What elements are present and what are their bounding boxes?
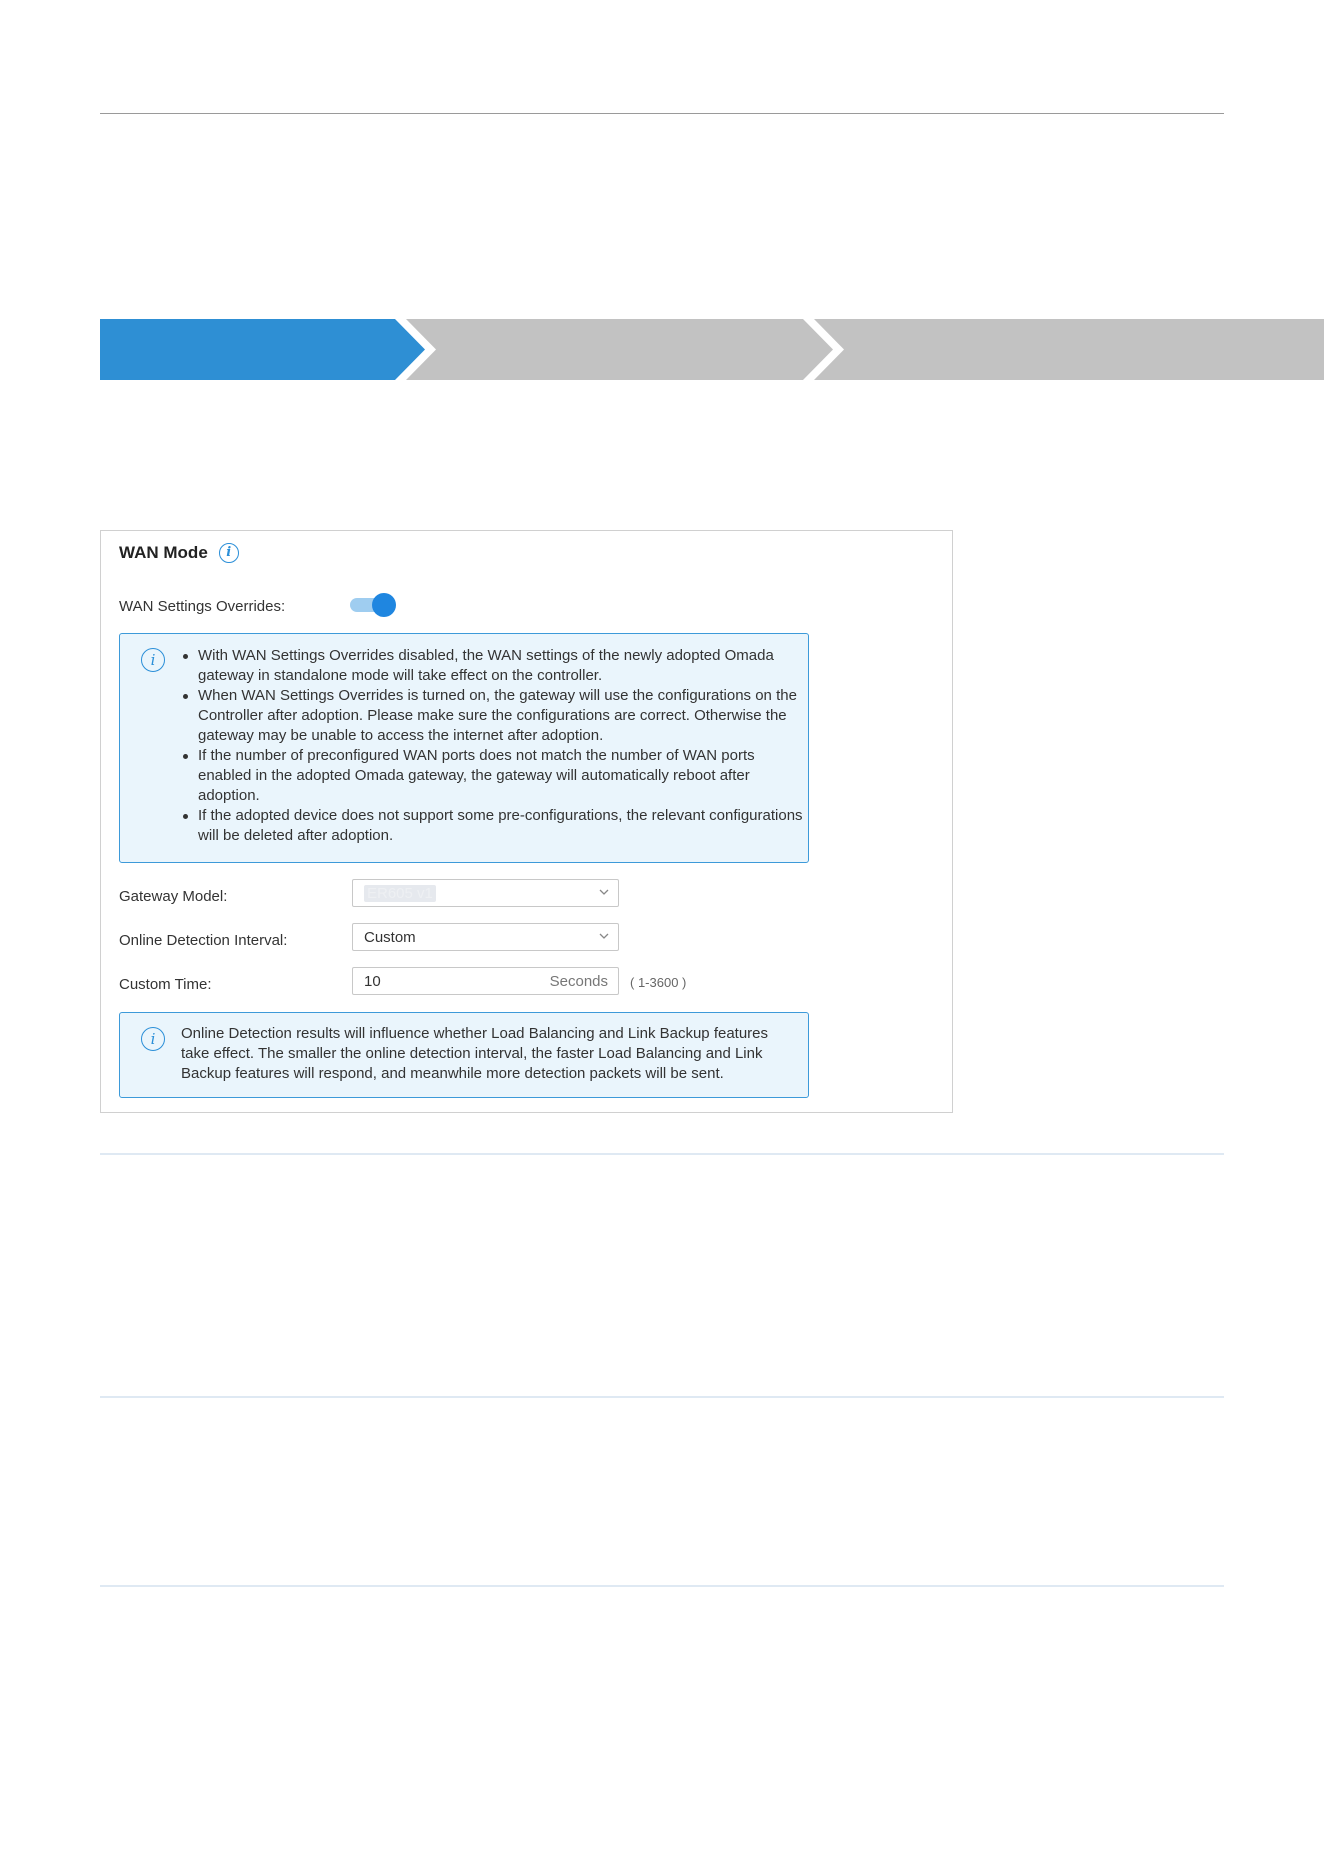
wan-mode-title: WAN Mode xyxy=(119,543,208,562)
detection-notice-text: Online Detection results will influence whether Load Balancing and Link Backup features take effect. The smaller the online detection interval, the faster Load Balancing and Link Backup features will respond, and meanwhile more detection packets will be sent. xyxy=(181,1025,769,1082)
custom-time-value: 10 xyxy=(364,973,381,990)
chevron-down-icon xyxy=(598,886,610,898)
panel-title xyxy=(119,543,239,563)
wan-overrides-toggle[interactable] xyxy=(350,593,396,617)
step-3-inactive xyxy=(814,319,1324,380)
step-1-active xyxy=(100,319,425,380)
custom-time-range: ( 1-3600 ) xyxy=(630,975,687,990)
step-progress-bar xyxy=(100,319,1324,380)
online-detection-value: Custom xyxy=(364,929,416,946)
notice-item: If the number of preconfigured WAN ports does not match the number of WAN ports enabled in the adopted Omada gateway, the gateway will automatically reboot after adoption. xyxy=(198,746,808,806)
wan-overrides-notice xyxy=(119,633,809,863)
custom-time-label: Custom Time: xyxy=(119,976,212,993)
gateway-model-select[interactable] xyxy=(352,879,619,907)
info-icon: i xyxy=(141,1027,165,1051)
section-divider xyxy=(100,1396,1224,1398)
online-detection-label: Online Detection Interval: xyxy=(119,932,288,949)
info-icon: i xyxy=(141,648,165,672)
wan-overrides-label: WAN Settings Overrides: xyxy=(119,598,286,615)
custom-time-unit: Seconds xyxy=(549,973,608,990)
step-2-inactive xyxy=(406,319,833,380)
notice-item: If the adopted device does not support some pre-configurations, the relevant configurations will be deleted after adoption. xyxy=(198,806,808,846)
gateway-model-label: Gateway Model: xyxy=(119,888,228,905)
notice-item: With WAN Settings Overrides disabled, the WAN settings of the newly adopted Omada gateway in standalone mode will take effect on the controller. xyxy=(198,646,808,686)
online-detection-select[interactable] xyxy=(352,923,619,951)
section-divider xyxy=(100,1585,1224,1587)
detection-notice xyxy=(119,1012,809,1098)
section-divider xyxy=(100,1153,1224,1155)
wan-mode-panel xyxy=(100,530,953,1113)
custom-time-input[interactable] xyxy=(352,967,619,995)
notice-item: When WAN Settings Overrides is turned on, the gateway will use the configurations on the Controller after adoption. Please make sure the configurations are correct. Otherwise the gateway may be unable to access the internet after adoption. xyxy=(198,686,808,746)
chevron-down-icon xyxy=(598,930,610,942)
top-divider xyxy=(100,113,1224,114)
gateway-model-value: ER605 v1 xyxy=(364,885,436,902)
info-icon[interactable]: i xyxy=(219,543,239,563)
